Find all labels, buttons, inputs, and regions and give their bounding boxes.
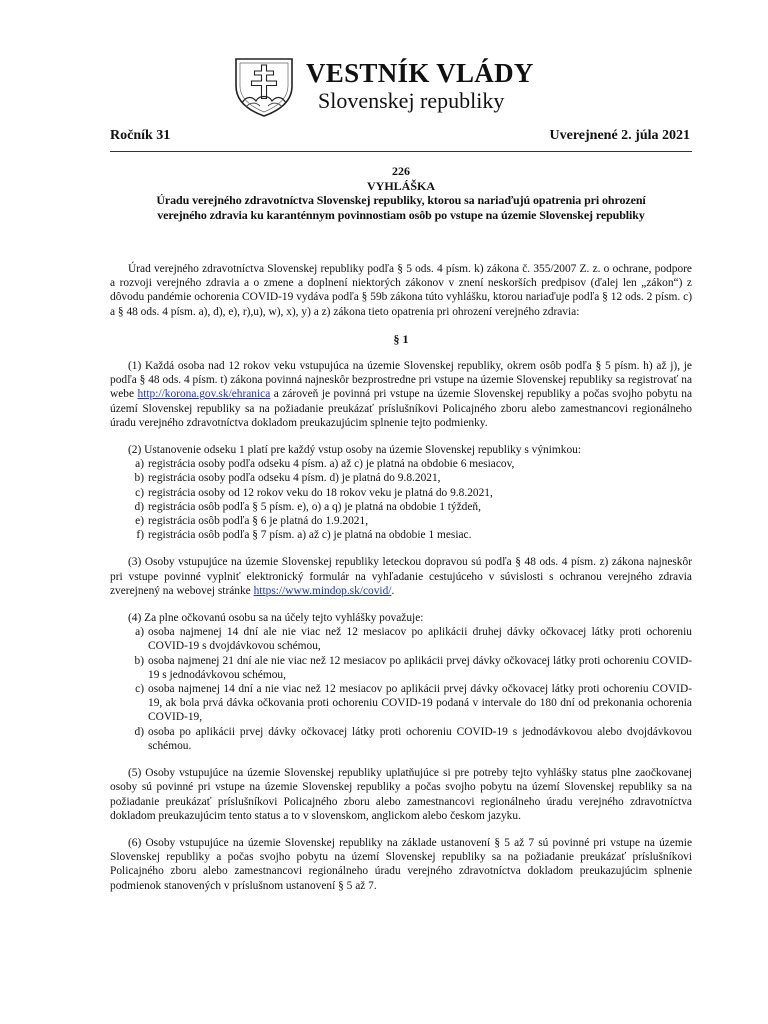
list-item	[110, 725, 692, 753]
list-item-label: c)	[135, 486, 144, 499]
paragraph-1-text-end: a zároveň je povinná pri vstupe na územie Slovenskej republiky a počas svojho pobytu na území Slovenskej republiky sa na požiadanie preukázať príslušníkovi Policajného zboru alebo zamestnancovi regionálneho úradu verejného zdravotníctva dokladom preukazujúcim splnenie tejto podmienky.	[110, 388, 693, 429]
paragraph-3-text: (3) Osoby vstupujúce na územie Slovenskej republiky leteckou dopravou sú podľa § 48 ods. 4 písm. z) zákona najneskôr pri vstupe povinné vyplniť elektronický formulár na vyhľadanie cestujúceho v súvislosti s ochranou verejného zdravia zverejnený na webovej stránke	[110, 556, 692, 597]
list-item-label: f)	[136, 529, 144, 542]
paragraph-3-text-end: .	[391, 584, 395, 597]
list-item	[110, 682, 692, 725]
list-item	[110, 654, 692, 682]
publication-date: Uverejnené 2. júla 2021	[549, 128, 690, 143]
masthead-subtitle: Slovenskej republiky	[318, 88, 505, 113]
list-item-text: registrácia osoby od 12 rokov veku do 18 rokov veku je platná do 9.8.2021,	[148, 486, 493, 499]
list-item-label: a)	[135, 626, 144, 639]
list-item-label: b)	[134, 472, 144, 485]
list-item	[110, 625, 692, 653]
list-item-label: a)	[135, 458, 144, 471]
paragraph-5: (5) Osoby vstupujúce na územie Slovenskej republiky uplatňujúce si pre potreby tejto vyhlášky status plne zaočkovanej osoby sú povinné pri vstupe na územie Slovenskej republiky a počas svojho pobytu na území Slovenskej republiky sa na požiadanie preukázať príslušníkovi Policajného zboru alebo zamestnancovi regionálneho úradu verejného zdravotníctva dokladom preukazujúcim tento status a to v slovenskom, anglickom alebo českom jazyku.	[110, 767, 692, 822]
document-number: 226	[392, 164, 410, 178]
paragraph-3	[110, 555, 692, 598]
paragraph-2-intro: (2) Ustanovenie odseku 1 platí pre každý vstup osoby na územie Slovenskej republiky s výnimkou:	[128, 444, 582, 457]
paragraph-6: (6) Osoby vstupujúce na územie Slovenskej republiky na základe ustanovení § 5 až 7 sú povinné pri vstupe na územie Slovenskej republiky a počas svojho pobytu na území Slovenskej republiky sa na požiadanie preukázať príslušníkovi Policajného zboru alebo zamestnancovi regionálneho úradu verejného zdravotníctva dokladom preukazujúcim splnenie podmienok stanovených v príslušnom ustanovení § 5 až 7.	[110, 836, 692, 892]
list-item-text: registrácia osôb podľa § 7 písm. a) až c) je platná na obdobie 1 mesiac.	[148, 529, 472, 542]
list-item-text: registrácia osoby podľa odseku 4 písm. a) až c) je platná na obdobie 6 mesiacov,	[148, 458, 515, 471]
list-item-text: registrácia osoby podľa odseku 4 písm. d) je platná do 9.8.2021,	[148, 472, 441, 485]
list-item-text: osoba najmenej 14 dní ale nie viac než 12 mesiacov po aplikácii druhej dávky očkovacej látky proti ochoreniu COVID-19 s dvojdávkovou schémou,	[148, 626, 692, 653]
list-item-label: b)	[134, 654, 144, 667]
paragraph-2-list	[110, 457, 692, 542]
paragraph-4-intro: (4) Za plne očkovanú osobu sa na účely tejto vyhlášky považuje:	[128, 612, 424, 625]
issue-meta	[110, 128, 690, 148]
list-item	[110, 457, 692, 471]
list-item-text: osoba najmenej 21 dní ale nie viac než 12 mesiacov po aplikácii prvej dávky očkovacej látky proti ochoreniu COVID-19 s jednodávkovou schémou,	[148, 654, 692, 681]
list-item	[110, 500, 692, 514]
list-item-text: registrácia osôb podľa § 5 písm. e), o) a q) je platná na obdobie 1 týždeň,	[148, 500, 481, 513]
list-item-label: e)	[135, 515, 144, 528]
list-item-label: d)	[134, 500, 144, 513]
document-body	[110, 262, 692, 906]
list-item-label: d)	[134, 725, 144, 738]
document-heading	[110, 164, 692, 222]
list-item	[110, 486, 692, 500]
paragraph-1-text: (1) Každá osoba nad 12 rokov veku vstupujúca na územie Slovenskej republiky, okrem osôb podľa § 5 písm. h) až j), je podľa § 48 ods. 4 písm. t) zákona povinná najneskôr bezprostredne pri vstupe na územie Slovenskej republiky sa registrovať na webe	[110, 360, 692, 401]
mindop-covid-link[interactable]: https://www.mindop.sk/covid/	[253, 584, 392, 597]
list-item-label: c)	[135, 683, 144, 696]
list-item	[110, 514, 692, 528]
registration-link[interactable]: http://korona.gov.sk/ehranica	[137, 388, 271, 401]
list-item-text: osoba po aplikácii prvej dávky očkovacej látky proti ochoreniu COVID-19 s jednodávkovou alebo dvojdávkovou schémou.	[148, 725, 692, 752]
section-heading: § 1	[393, 331, 409, 346]
masthead	[232, 56, 532, 120]
document-type: VYHLÁŠKA	[366, 178, 435, 193]
list-item	[110, 528, 692, 542]
header-divider	[110, 151, 692, 152]
paragraph-4-list	[110, 625, 692, 753]
paragraph-1	[110, 359, 692, 430]
list-item-text: osoba najmenej 14 dní a nie viac než 12 mesiacov po aplikácii prvej dávky očkovacej látky proti ochoreniu COVID-19, ak bola prvá dávka očkovania proti ochoreniu COVID-19 podaná v intervale do 180 dní od prekonania ochorenia COVID-19,	[148, 683, 692, 724]
masthead-title: VESTNÍK VLÁDY	[306, 58, 534, 88]
list-item-text: registrácia osôb podľa § 6 je platná do 1.9.2021,	[148, 515, 369, 528]
document-title-line-2: verejného zdravia ku karanténnym povinnostiam osôb po vstupe na územie Slovenskej republiky	[157, 207, 645, 222]
coat-of-arms-icon	[232, 56, 296, 118]
list-item	[110, 471, 692, 485]
volume-label: Ročník 31	[110, 128, 171, 143]
document-title-line-1: Úradu verejného zdravotníctva Slovenskej republiky, ktorou sa nariaďujú opatrenia pri ohrození	[156, 193, 646, 207]
preamble: Úrad verejného zdravotníctva Slovenskej republiky podľa § 5 ods. 4 písm. k) zákona č. 355/2007 Z. z. o ochrane, podpore a rozvoji verejného zdravia a o zmene a doplnení niektorých zákonov v znení neskorších predpisov (ďalej len „zákon“) z dôvodu pandémie ochorenia COVID-19 vydáva podľa § 59b zákona túto vyhlášku, ktorou nariaďuje podľa § 12 ods. 2 písm. c) a § 48 ods. 4 písm. a), d), e), r),u), w), x), y) a z) zákona tieto opatrenia pri ohrození verejného zdravia:	[110, 263, 692, 318]
